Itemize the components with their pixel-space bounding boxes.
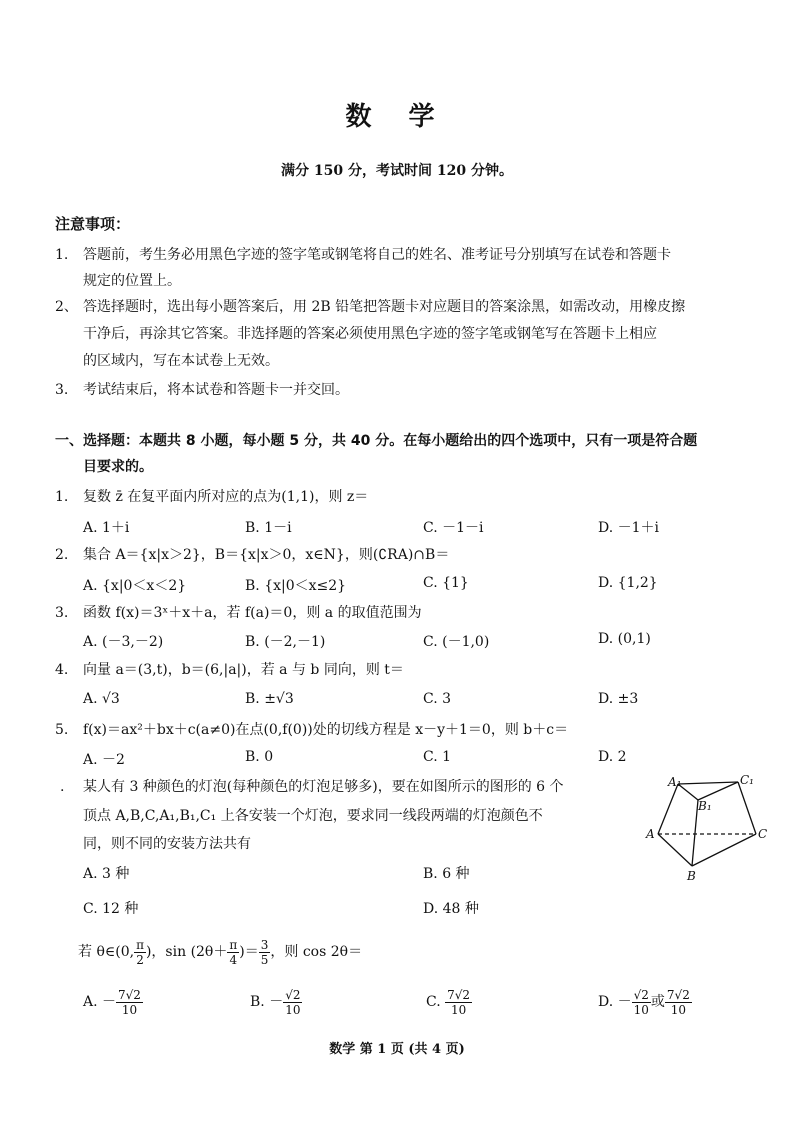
edge-b1c1 <box>698 782 738 800</box>
page-footer: 数学 第 1 页 (共 4 页) <box>329 1042 465 1057</box>
prism-figure <box>640 770 780 885</box>
q5-option-a: A. －2 <box>83 752 125 768</box>
notice-item-3: 3. 考试结束后，将本试卷和答题卡一并交回。 <box>55 382 349 398</box>
notice-heading: 注意事项： <box>55 215 131 233</box>
question-3: 3. 函数 f(x)＝3ˣ＋x＋a，若 f(a)＝0，则 a 的取值范围为 <box>55 605 422 621</box>
question-6-cont: 顶点 A,B,C,A₁,B₁,C₁ 上各安装一个灯泡，要求同一线段两端的灯泡颜色不 <box>83 808 543 824</box>
q5-option-d: D. 2 <box>598 749 627 765</box>
q4-option-b: B. ±√3 <box>245 691 294 707</box>
q7-option-d: D. － $\frac{√2}{10}$ 或 $\frac{7√2}{10}$ <box>598 987 690 1017</box>
exam-info: 满分 150 分，考试时间 120 分钟。 <box>281 163 513 179</box>
q1-option-a: A. 1＋i <box>83 520 130 536</box>
q3-option-b: B. (－2,－1) <box>245 634 326 650</box>
q5-option-b: B. 0 <box>245 749 274 765</box>
edge-a1c1 <box>678 782 738 784</box>
q7-option-a: A. － $\frac{7√2}{10}$ <box>83 987 141 1017</box>
edge-bc <box>692 834 756 866</box>
question-5: 5. f(x)＝ax²＋bx＋c(a≠0)在点(0,f(0))处的切线方程是 x－y＋1＝0，则 b＋c＝ <box>55 722 569 738</box>
question-6: . 某人有 3 种颜色的灯泡(每种颜色的灯泡足够多)，要在如图所示的图形的 6 个 <box>60 779 564 795</box>
notice-item-2-cont2: 的区域内，写在本试卷上无效。 <box>83 353 279 369</box>
question-6-cont2: 同，则不同的安装方法共有 <box>83 836 251 852</box>
label-c1: C₁ <box>740 773 754 787</box>
notice-item-2-cont: 干净后，再涂其它答案。非选择题的答案必须使用黑色字迹的签字笔或钢笔写在答题卡上相应 <box>83 326 657 342</box>
edge-ab <box>658 834 692 866</box>
q3-option-c: C. (－1,0) <box>423 634 490 650</box>
q2-option-b: B. {x|0＜x≤2} <box>245 578 347 594</box>
q4-option-c: C. 3 <box>423 691 452 707</box>
label-a: A <box>646 827 655 841</box>
q7-option-c: C. $\frac{7√2}{10}$ <box>426 987 471 1017</box>
q3-option-d: D. (0,1) <box>598 631 651 647</box>
section-heading-cont: 目要求的。 <box>83 459 153 475</box>
edge-a1a <box>658 784 678 834</box>
q2-option-c: C. {1} <box>423 575 469 591</box>
q6-option-a: A. 3 种 <box>83 866 130 882</box>
q2-option-a: A. {x|0＜x＜2} <box>83 578 187 594</box>
q4-option-a: A. √3 <box>83 691 120 707</box>
q1-option-b: B. 1－i <box>245 520 292 536</box>
question-2: 2. 集合 A＝{x|x＞2}，B＝{x|x＞0，x∈N}，则(∁RA)∩B＝ <box>55 547 450 563</box>
q4-option-d: D. ±3 <box>598 691 639 707</box>
q2-option-d: D. {1,2} <box>598 575 658 591</box>
question-1: 1. 复数 z̄ 在复平面内所对应的点为(1,1)，则 z＝ <box>55 489 369 505</box>
q1-option-d: D. －1＋i <box>598 520 660 536</box>
notice-item-1: 1. 答题前，考生务必用黑色字迹的签字笔或钢笔将自己的姓名、准考证号分别填写在试卷和答题卡 <box>55 247 671 263</box>
q6-option-b: B. 6 种 <box>423 866 470 882</box>
question-7: 若 θ∈(0, $\frac{\pi}{2}$ )，sin (2θ＋ $\frac{\pi}{4}$ )＝ $\frac{3}{5}$ ，则 cos 2θ＝ <box>78 937 363 967</box>
label-a1: A₁ <box>668 775 682 789</box>
question-4: 4. 向量 a＝(3,t)，b＝(6,|a|)，若 a 与 b 同向，则 t＝ <box>55 662 404 678</box>
label-b: B <box>687 869 696 883</box>
q6-option-c: C. 12 种 <box>83 901 139 917</box>
q1-option-c: C. －1－i <box>423 520 484 536</box>
q5-option-c: C. 1 <box>423 749 452 765</box>
notice-item-2: 2、 答选择题时，选出每小题答案后，用 2B 铅笔把答题卡对应题目的答案涂黑，如需改动，用橡皮擦 <box>55 299 686 315</box>
edge-c1c <box>738 782 756 834</box>
label-b1: B₁ <box>698 799 712 813</box>
page-title: 数 学 <box>345 102 449 132</box>
q7-option-b: B. － $\frac{√2}{10}$ <box>250 987 301 1017</box>
label-c: C <box>758 827 768 841</box>
q3-option-a: A. (－3,－2) <box>83 634 164 650</box>
notice-item-1-cont: 规定的位置上。 <box>83 273 181 289</box>
section-heading: 一、选择题：本题共 8 小题，每小题 5 分，共 40 分。在每小题给出的四个选项中，只有一项是符合题 <box>55 433 698 449</box>
q6-option-d: D. 48 种 <box>423 901 479 917</box>
